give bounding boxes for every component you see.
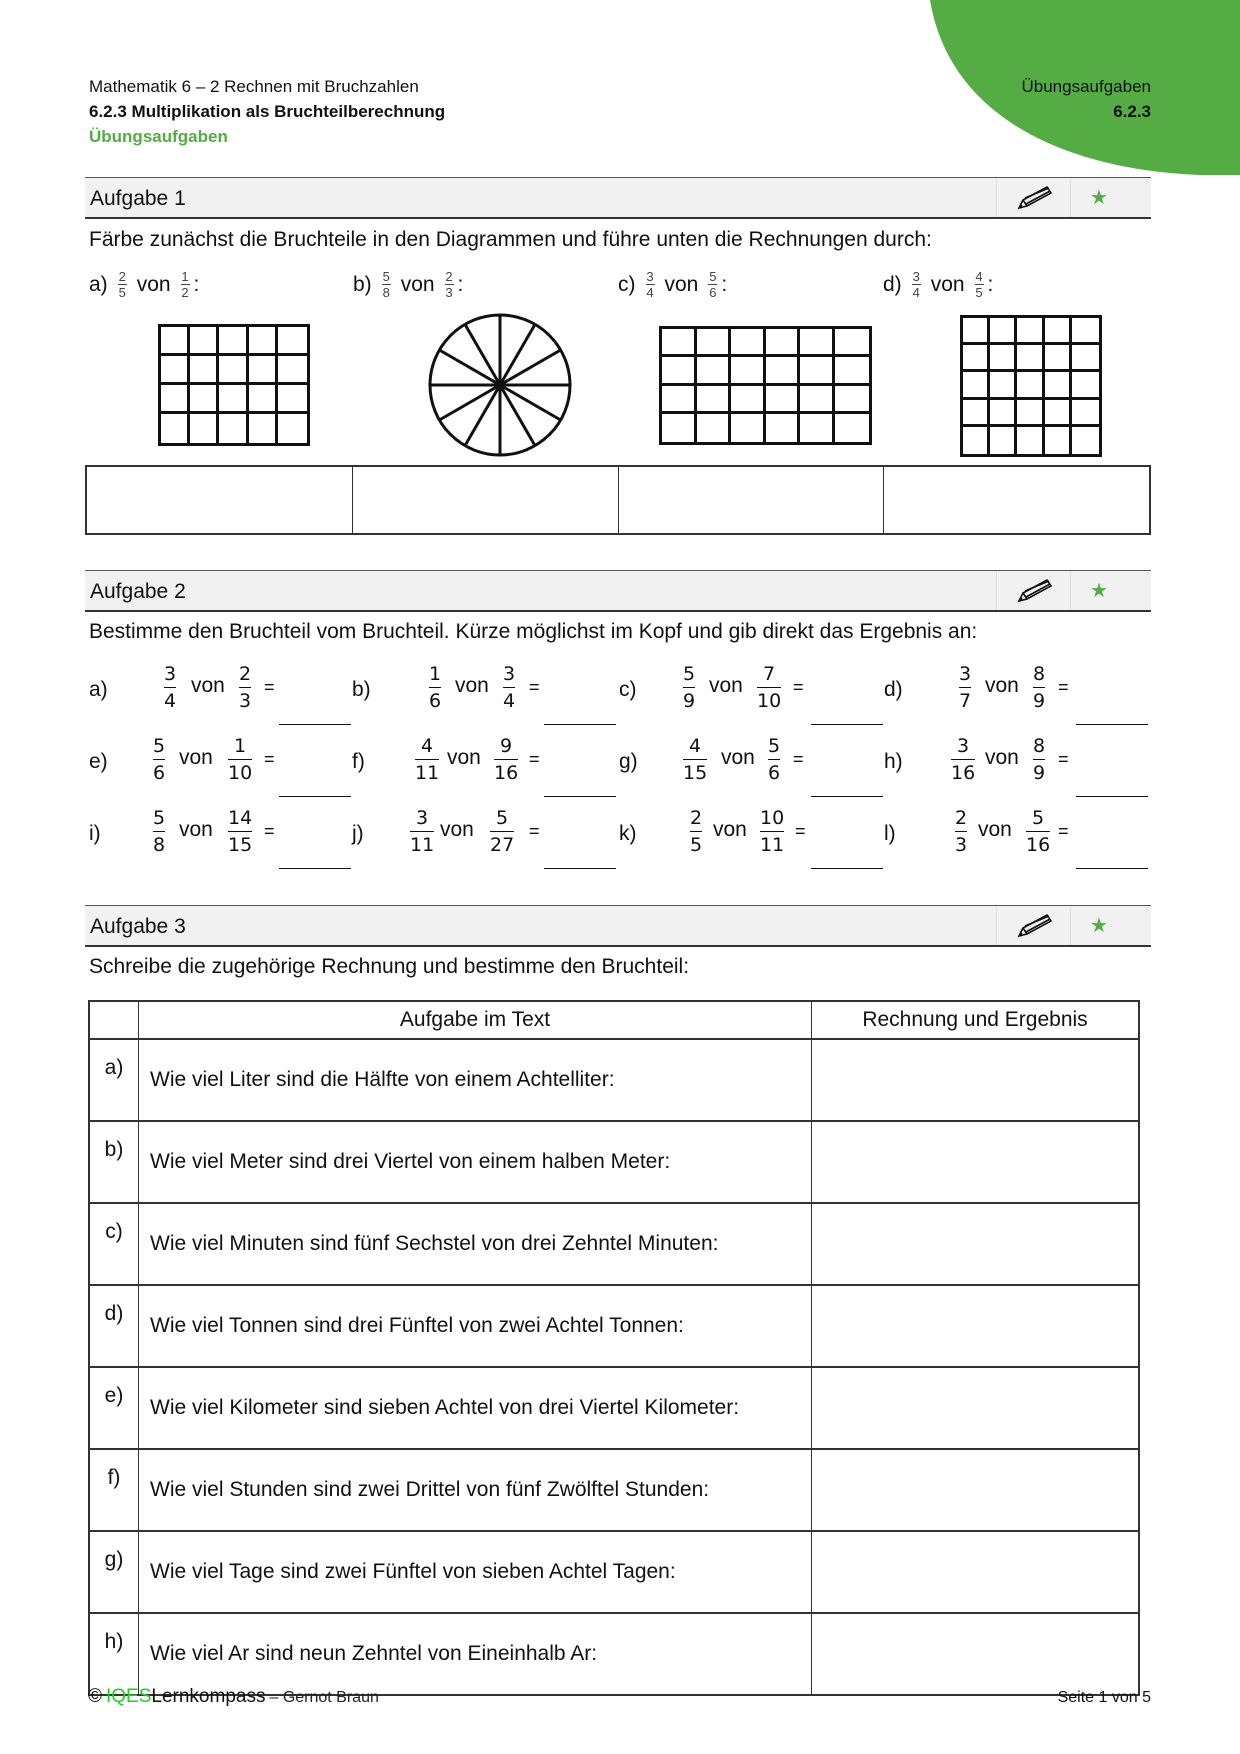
equals-sign: =: [793, 677, 804, 697]
equals-sign: =: [264, 821, 275, 841]
brand-lernkompass: Lernkompass: [151, 1686, 266, 1707]
item-label: k): [619, 822, 637, 845]
fraction: 4 5: [975, 269, 983, 300]
answer-blank-j[interactable]: [544, 868, 616, 869]
item-label: a): [89, 678, 108, 701]
header-chapter: 6.2.3 Multiplikation als Bruchteilberechnung: [89, 102, 446, 121]
header-subject: Mathematik 6 – 2 Rechnen mit Bruchzahlen: [89, 77, 419, 96]
row-answer-cell[interactable]: [812, 1367, 1140, 1449]
von-text: von: [400, 272, 435, 296]
von-text: von: [664, 272, 699, 296]
fraction: 3 7: [959, 663, 972, 712]
row-label: e): [89, 1367, 139, 1449]
table-row: [89, 1285, 1139, 1367]
fraction: 5 6: [768, 735, 781, 784]
fraction: 4 11: [415, 735, 440, 784]
task-2-title: Aufgabe 2: [90, 580, 186, 603]
equals-sign: =: [529, 821, 540, 841]
task-1-item-a: a) 2 5 von 1 2 :: [89, 269, 200, 300]
item-label: h): [884, 750, 903, 773]
item-label: b): [353, 272, 372, 296]
fraction: 5 6: [153, 735, 166, 784]
fraction: 2 3: [955, 807, 968, 856]
fraction: 5 6: [709, 269, 717, 300]
fraction: 3 4: [503, 663, 516, 712]
item-label: g): [619, 750, 638, 773]
von-text: von: [721, 746, 755, 769]
pencil-icon: [1015, 577, 1055, 605]
task-1-item-c: c) 3 4 von 5 6 :: [618, 269, 728, 300]
equals-sign: =: [795, 821, 806, 841]
fraction: 3 16: [951, 735, 976, 784]
column-header-label: [89, 1001, 139, 1039]
row-question: Wie viel Minuten sind fünf Sechstel von drei Zehntel Minuten:: [139, 1203, 812, 1285]
answer-blank-f[interactable]: [544, 796, 616, 797]
row-question: Wie viel Liter sind die Hälfte von einem Achtelliter:: [139, 1039, 812, 1121]
row-label: g): [89, 1531, 139, 1613]
divider: [1070, 906, 1071, 945]
diagram-circle-b[interactable]: [427, 312, 573, 458]
fraction: 3 4: [164, 663, 177, 712]
row-label: h): [89, 1613, 139, 1695]
pencil-icon: [1015, 184, 1055, 212]
brand-iqes: IQES: [106, 1686, 152, 1707]
pencil-icon: [1015, 912, 1055, 940]
equals-sign: =: [264, 677, 275, 697]
answer-box-a[interactable]: [87, 467, 353, 533]
row-question: Wie viel Tonnen sind drei Fünftel von zwei Achtel Tonnen:: [139, 1285, 812, 1367]
copyright-icon: ©: [88, 1686, 102, 1707]
answer-blank-a[interactable]: [279, 724, 351, 725]
fraction: 4 15: [683, 735, 708, 784]
von-text: von: [709, 674, 743, 697]
footer-author: – Gernot Braun: [269, 1689, 379, 1706]
fraction: 5 27: [490, 807, 515, 856]
table-row: [89, 1531, 1139, 1613]
fraction: 1 2: [181, 269, 189, 300]
von-text: von: [179, 746, 213, 769]
fraction: 3 4: [646, 269, 654, 300]
item-label: e): [89, 750, 108, 773]
table-row: [89, 1039, 1139, 1121]
row-label: b): [89, 1121, 139, 1203]
row-answer-cell[interactable]: [812, 1039, 1140, 1121]
item-label: j): [352, 822, 364, 845]
von-text: von: [713, 818, 747, 841]
divider: [1070, 178, 1071, 217]
fraction: 8 9: [1033, 663, 1046, 712]
page-number: Seite 1 von 5: [1057, 1689, 1151, 1706]
fraction: 5 8: [153, 807, 166, 856]
fraction: 1 10: [228, 735, 253, 784]
equals-sign: =: [264, 749, 275, 769]
star-icon: ★: [1090, 580, 1108, 602]
fraction: 3 11: [410, 807, 435, 856]
answer-blank-b[interactable]: [544, 724, 616, 725]
row-answer-cell[interactable]: [812, 1285, 1140, 1367]
answer-blank-c[interactable]: [811, 724, 883, 725]
fraction: 7 10: [757, 663, 782, 712]
item-label: d): [883, 272, 902, 296]
row-answer-cell[interactable]: [812, 1449, 1140, 1531]
equals-sign: =: [1058, 749, 1069, 769]
von-text: von: [978, 818, 1012, 841]
fraction: 2 5: [118, 269, 126, 300]
header-right-code: 6.2.3: [1113, 102, 1151, 121]
von-text: von: [440, 818, 474, 841]
task-1-title: Aufgabe 1: [90, 187, 186, 210]
fraction: 5 8: [382, 269, 390, 300]
column-header-text: Aufgabe im Text: [139, 1001, 812, 1039]
answer-blank-d[interactable]: [1076, 724, 1148, 725]
answer-box-c[interactable]: [619, 467, 885, 533]
task-1-answer-boxes: [85, 465, 1151, 535]
equals-sign: =: [529, 677, 540, 697]
row-label: a): [89, 1039, 139, 1121]
star-icon: ★: [1090, 187, 1108, 209]
item-label: c): [618, 272, 636, 296]
fraction: 5 9: [683, 663, 696, 712]
row-question: Wie viel Tage sind zwei Fünftel von sieben Achtel Tagen:: [139, 1531, 812, 1613]
answer-blank-i[interactable]: [279, 868, 351, 869]
table-row: [89, 1613, 1139, 1695]
equals-sign: =: [1058, 677, 1069, 697]
task-3-instruction: Schreibe die zugehörige Rechnung und bestimme den Bruchteil:: [89, 955, 690, 978]
row-question: Wie viel Stunden sind zwei Drittel von fünf Zwölftel Stunden:: [139, 1449, 812, 1531]
task-2-instruction: Bestimme den Bruchteil vom Bruchteil. Kürze möglichst im Kopf und gib direkt das Ergebnis an:: [89, 620, 978, 643]
item-label: f): [352, 750, 365, 773]
equals-sign: =: [1058, 821, 1069, 841]
row-label: d): [89, 1285, 139, 1367]
fraction: 3 4: [912, 269, 920, 300]
item-label: i): [89, 822, 101, 845]
row-answer-cell[interactable]: [812, 1203, 1140, 1285]
von-text: von: [191, 674, 225, 697]
answer-box-b[interactable]: [353, 467, 619, 533]
answer-box-d[interactable]: [884, 467, 1149, 533]
row-question: Wie viel Kilometer sind sieben Achtel von drei Viertel Kilometer:: [139, 1367, 812, 1449]
fraction: 2 3: [445, 269, 453, 300]
item-label: b): [352, 678, 371, 701]
header-section: Übungsaufgaben: [89, 127, 228, 146]
von-text: von: [447, 746, 481, 769]
row-question: Wie viel Ar sind neun Zehntel von Eineinhalb Ar:: [139, 1613, 812, 1695]
answer-blank-l[interactable]: [1076, 868, 1148, 869]
item-label: d): [884, 678, 903, 701]
diagram-grid-a[interactable]: [158, 324, 310, 446]
footer-brand: [88, 1686, 379, 1708]
answer-blank-k[interactable]: [811, 868, 883, 869]
star-icon: ★: [1090, 915, 1108, 937]
item-label: c): [619, 678, 637, 701]
task-1-item-d: d) 3 4 von 4 5 :: [883, 269, 994, 300]
task-1-instruction: Färbe zunächst die Bruchteile in den Diagrammen und führe unten die Rechnungen durch:: [89, 228, 932, 251]
fraction: 8 9: [1033, 735, 1046, 784]
task-1-item-b: b) 5 8 von 2 3 :: [353, 269, 464, 300]
fraction: 10 11: [760, 807, 785, 856]
task-3-table: [88, 1000, 1140, 1696]
table-header-row: [89, 1001, 1139, 1039]
von-text: von: [179, 818, 213, 841]
divider: [996, 178, 997, 217]
equals-sign: =: [793, 749, 804, 769]
fraction: 9 16: [494, 735, 519, 784]
von-text: von: [455, 674, 489, 697]
row-answer-cell[interactable]: [812, 1613, 1140, 1695]
answer-blank-h[interactable]: [1076, 796, 1148, 797]
task-2-header: [85, 570, 1151, 612]
table-row: [89, 1367, 1139, 1449]
table-row: [89, 1449, 1139, 1531]
answer-blank-g[interactable]: [811, 796, 883, 797]
header-right-title: Übungsaufgaben: [1021, 77, 1151, 96]
answer-blank-e[interactable]: [279, 796, 351, 797]
fraction: 5 16: [1026, 807, 1051, 856]
fraction: 14 15: [228, 807, 253, 856]
row-label: f): [89, 1449, 139, 1531]
task-1-header: [85, 177, 1151, 219]
divider: [996, 571, 997, 610]
row-answer-cell[interactable]: [812, 1121, 1140, 1203]
equals-sign: =: [529, 749, 540, 769]
fraction: 2 3: [239, 663, 252, 712]
diagram-grid-c[interactable]: [659, 326, 872, 445]
von-text: von: [985, 674, 1019, 697]
task-3-header: [85, 905, 1151, 947]
diagram-grid-d[interactable]: [960, 315, 1102, 457]
row-label: c): [89, 1203, 139, 1285]
row-answer-cell[interactable]: [812, 1531, 1140, 1613]
fraction: 2 5: [690, 807, 703, 856]
fraction: 1 6: [429, 663, 442, 712]
table-row: [89, 1203, 1139, 1285]
table-row: [89, 1121, 1139, 1203]
divider: [996, 906, 997, 945]
von-text: von: [136, 272, 171, 296]
task-3-title: Aufgabe 3: [90, 915, 186, 938]
von-text: von: [930, 272, 965, 296]
column-header-answer: Rechnung und Ergebnis: [812, 1001, 1140, 1039]
von-text: von: [985, 746, 1019, 769]
item-label: l): [884, 822, 896, 845]
row-question: Wie viel Meter sind drei Viertel von einem halben Meter:: [139, 1121, 812, 1203]
divider: [1070, 571, 1071, 610]
item-label: a): [89, 272, 108, 296]
